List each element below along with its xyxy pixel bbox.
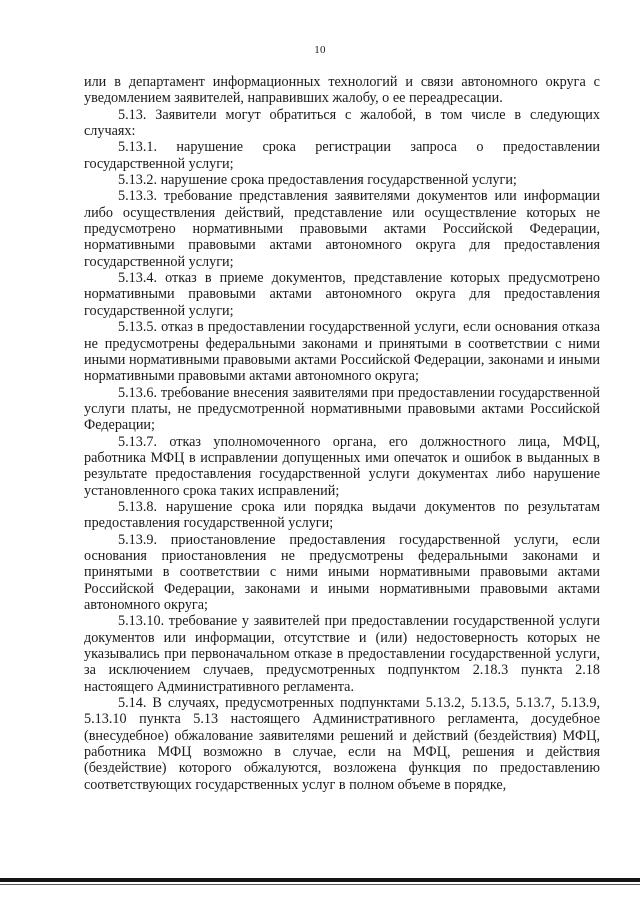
paragraph-5-13-5: 5.13.5. отказ в предоставлении государственной услуги, если основания отказа не предусмотрены федеральными законами и принятыми в соответствии с ними иными нормативными правовыми актами Российской Федерации, законами и иными нормативными правовыми актами автономного округа; <box>84 319 600 385</box>
paragraph-5-13-6: 5.13.6. требование внесения заявителями при предоставлении государственной услуги платы, не предусмотренной нормативными правовыми актами Российской Федерации; <box>84 384 600 434</box>
paragraph-continuation: или в департамент информационных технологий и связи автономного округа с уведомлением заявителей, направивших жалобу, о ее переадресации. <box>84 74 600 107</box>
scan-bottom-border-thin <box>0 884 640 885</box>
paragraph-5-13-9: 5.13.9. приостановление предоставления государственной услуги, если основания приостановления не предусмотрены федеральными законами и принятыми в соответствии с ними иными нормативными правовыми актами Российской Федерации, законами и иными нормативными правовыми актами автономного округа; <box>84 531 600 613</box>
paragraph-5-13-2: 5.13.2. нарушение срока предоставления государственной услуги; <box>118 172 517 189</box>
page-number: 10 <box>314 44 326 56</box>
scan-bottom-border <box>0 878 640 882</box>
paragraph-5-13-10: 5.13.10. требование у заявителей при предоставлении государственной услуги документов или информации, отсутствие и (или) недостоверность которых не указывались при первоначальном отказе в предоставлении государственной услуги, за исключением случаев, предусмотренных подпунктом 2.18.3 пункта 2.18 настоящего Административного регламента. <box>84 613 600 695</box>
paragraph-5-13-8: 5.13.8. нарушение срока или порядка выдачи документов по результатам предоставления государственной услуги; <box>84 498 600 532</box>
paragraph-5-13-4: 5.13.4. отказ в приеме документов, представление которых предусмотрено нормативными правовыми актами автономного округа для предоставления государственной услуги; <box>84 270 600 319</box>
document-body <box>84 74 600 793</box>
paragraph-5-13-1: 5.13.1. нарушение срока регистрации запроса о предоставлении государственной услуги; <box>84 139 600 172</box>
paragraph-5-13-3: 5.13.3. требование представления заявителями документов или информации либо осуществления действий, представление или осуществление которых не предусмотрено нормативными правовыми актами Российской Федерации, нормативными правовыми актами автономного округа для предоставления государственной услуги; <box>84 188 600 270</box>
paragraph-5-13-7: 5.13.7. отказ уполномоченного органа, его должностного лица, МФЦ, работника МФЦ в исправлении допущенных ими опечаток и ошибок в выданных в результате предоставления государственной услуги документах либо нарушение установленного срока таких исправлений; <box>84 433 600 499</box>
paragraph-5-13: 5.13. Заявители могут обратиться с жалобой, в том числе в следующих случаях: <box>84 106 600 140</box>
paragraph-5-14: 5.14. В случаях, предусмотренных подпунктами 5.13.2, 5.13.5, 5.13.7, 5.13.9, 5.13.10 пункта 5.13 настоящего Административного регламента, досудебное (внесудебное) обжалование заявителями решений и действий (бездействия) МФЦ, работника МФЦ возможно в случае, если на МФЦ, решения и действия (бездействие) которого обжалуются, возложена функция по предоставлению соответствующих государственных услуг в полном объеме в порядке, <box>84 695 600 793</box>
